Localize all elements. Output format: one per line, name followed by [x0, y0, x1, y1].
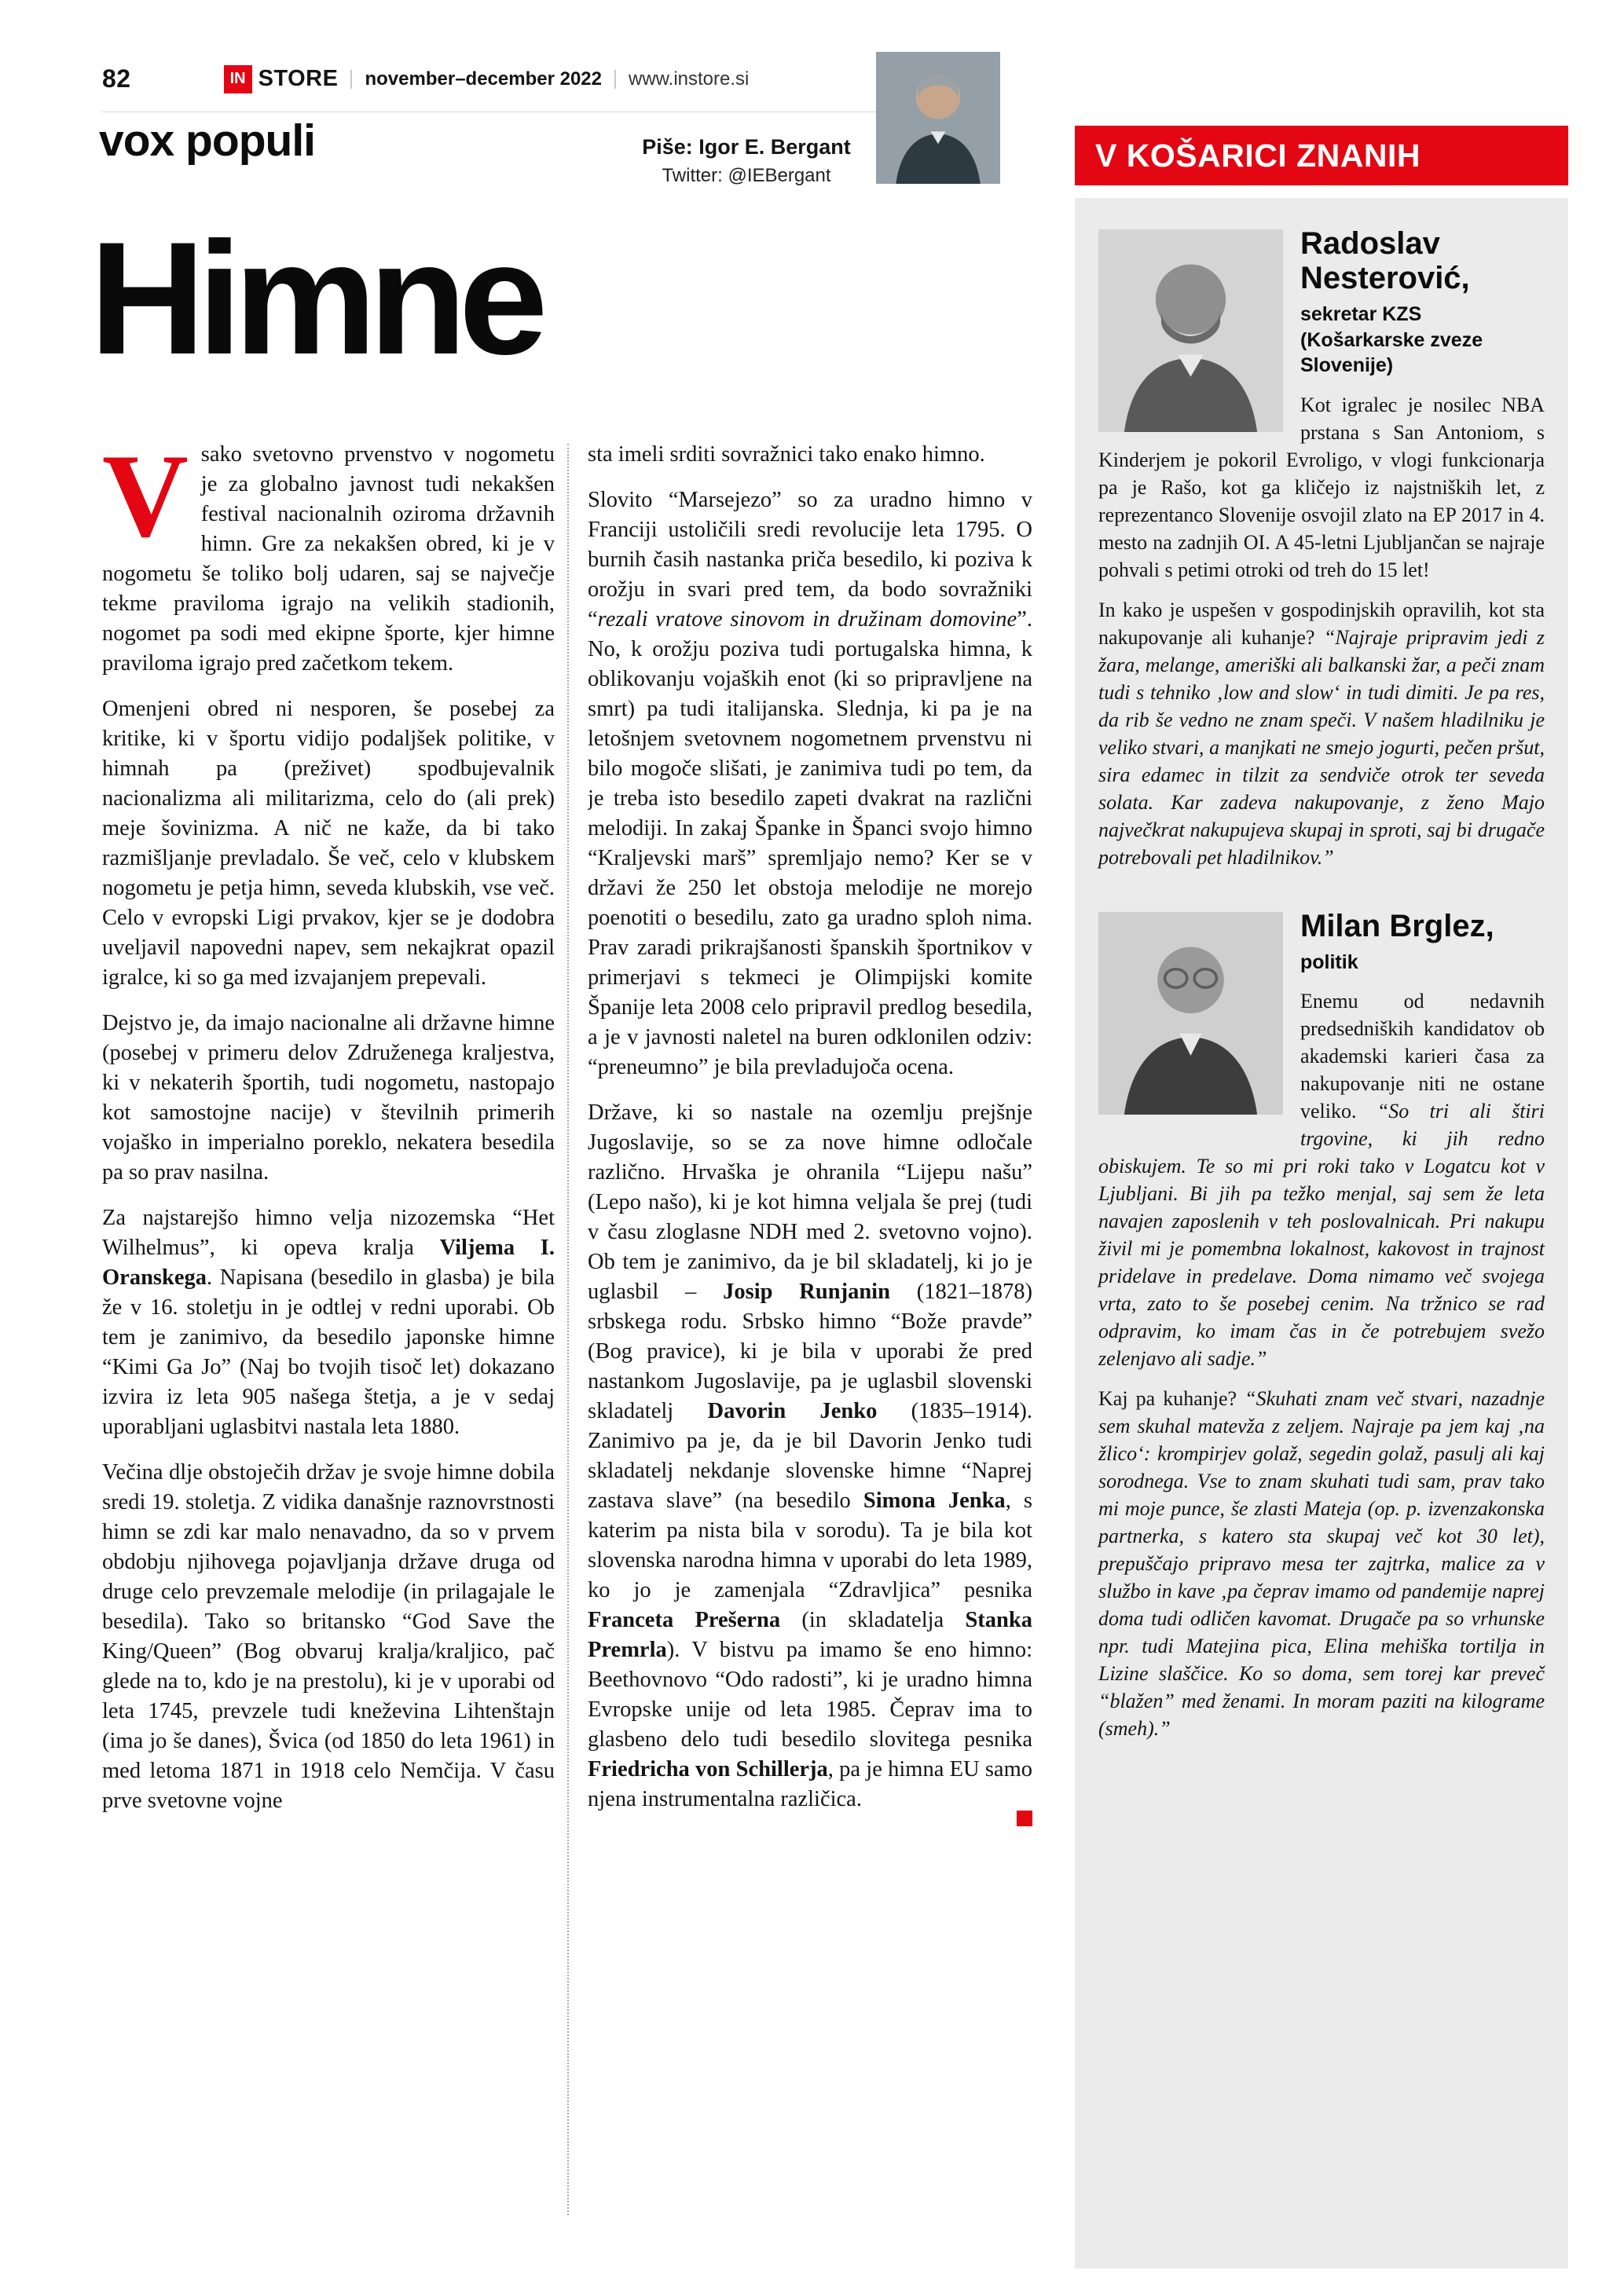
author-photo [876, 52, 1000, 184]
instore-logo-mark: IN [224, 65, 252, 93]
paragraph: Dejstvo je, da imajo nacionalne ali državne himne (posebej v primeru delov Združenega kraljestva, ki v nekaterih športih, tudi nogometu, nastopajo kot samostojne nacije) v številnih primerih vojaško in imperialno poreklo, nekatera besedila pa so prav nasilna. [102, 1011, 555, 1185]
profile-brglez [1098, 909, 1545, 1743]
page-number: 82 [102, 64, 131, 93]
brglez-portrait-silhouette [1098, 912, 1283, 1115]
profile-paragraph: Kaj pa kuhanje? “Skuhati znam več stvari, nazadnje sem skuhal matevža z zeljem. Najraje pa jem kaj ‚na žlico‘: krompirjev golaž, segedin golaž, pasulj ali kaj sorodnega. Vse to znam skuhati tudi sam, prav tako mi moje punce, še zlasti Mateja (op. p. izvenzakonska partnerka, s katero sta skupaj več kot 30 let), prepuščajo pripravo mesa ter zajtrka, malice za v službo in kave ‚pa čeprav imamo od pandemije naprej doma tudi odličen kavomat. Drugače pa so vrhunske npr. tudi Matejina pica, Elina mehiška tortilja in Lizine slaščice. Ko so doma, sem torej kar preveč “blažen” med ženami. In moram paziti na kilograme (smeh).” [1098, 1387, 1545, 1740]
paragraph-text: sako svetovno prvenstvo v nogometu je za globalno javnost tudi nekakšen festival nacionalnih oziroma državnih himn. Gre za nekakšen obred, ki je v nogometu še toliko bolj udaren, saj se največje tekme praviloma igrajo na velikih stadionih, nogomet pa sodi med ekipne športe, kjer himne praviloma igrajo pred začetkom tekem. [102, 442, 555, 676]
article-column-2 [588, 440, 1032, 2254]
sidebar-banner: V KOŠARICI ZNANIH [1075, 126, 1568, 185]
nesterovic-portrait-silhouette [1098, 229, 1283, 432]
nesterovic-photo [1098, 229, 1283, 432]
dropcap: V [102, 440, 189, 562]
profile-nesterovic [1098, 226, 1545, 871]
profile-paragraph: Enemu od nedavnih predsedniških kandidatov ob akademski karieri časa za nakupovanje niti ne ostane veliko. “So tri ali štiri trgovine, ki jih redno obiskujem. Te so mi pri roki tako v Logatcu kot v Ljubljani. Bi jih pa težko menjal, saj sem že leta navajen zaposlenih v teh poslovalnicah. Pri nakupu živil mi je pomembna lokalnost, kakovost in trajnost pridelave in predelave. Doma nimamo več svojega vrta, zato to še posebej cenim. Na tržnico se rad odpravim, ko imam čas in če potrebujem svežo zelenjavo ali sadje.” [1098, 990, 1545, 1370]
header-divider [350, 70, 352, 89]
paragraph: Omenjeni obred ni nesporen, še posebej za kritike, ki v športu vidijo podaljšek politike, v himnah pa (preživet) spodbujevalnik nacionalizma ali militarizma, celo do (ali prek) meje šovinizma. A nič ne kaže, da bi tako razmišljanje prevladalo. Še več, celo v klubskem nogometu je petja himn, seveda klubskih, vse več. Celo v evropski Ligi prvakov, kjer se je dodobra uveljavil napovedni napev, sem nekajkrat opazil igralce, ki so ga med izvajanjem prepevali. [102, 697, 555, 990]
byline-twitter: Twitter: @IEBergant [662, 165, 831, 186]
website-url: www.instore.si [628, 68, 750, 90]
end-mark [1017, 1811, 1032, 1826]
instore-logo-text: STORE [258, 66, 339, 91]
profile-role: politik [1300, 950, 1358, 973]
profile-paragraph: In kako je uspešen v gospodinjskih opravilih, kot sta nakupovanje ali kuhanje? “Najraje pripravim jedi z žara, melange, ameriški ali balkanski žar, a peči znam tudi s tehniko ‚low and slow‘ in tudi dimiti. Je pa res, da rib še vedno ne znam speči. V našem hladilniku je veliko stvari, a manjkati ne smejo jogurti, pečen pršut, sira edamec in tilzit za sendviče otrok ter seveda solata. Kar zadeva nakupovanje, z ženo Majo največkrat nakupujeva skupaj in sproti, saj bi drugače potrebovali pet hladilnikov.” [1098, 598, 1545, 869]
article-column-1 [102, 440, 555, 2254]
column-divider [567, 444, 569, 2215]
paragraph: Slovito “Marsejezo” so za uradno himno v Franciji ustoličili sredi revolucije leta 1795. O burnih časih nastanka priča besedilo, ki poziva k orožju in svari pred tem, da bodo sovražniki “rezali vratove sinovom in družinam domovine”. No, k orožju poziva tudi portugalska himna, k oblikovanju vojaških enot (ki so pripravljene na smrt) pa tudi italijanska. Slednja, ki pa je na letošnjem svetovnem nogometnem prvenstvu ni bilo mogoče slišati, je zanimiva tudi po tem, da je treba isto besedilo zapeti dvakrat na različni melodiji. In zakaj Španke in Španci svojo himno “Kraljevski marš” spremljajo nemo? Ker se v državi že 250 let obstoja melodije ne morejo poenotiti o besedilu, zato ga uradno sploh nima. Prav zaradi prikrajšanosti španskih športnikov v primerjavi s tekmeci je Olimpijski komite Španije leta 2008 celo pripravil predlog besedila, a je v javnosti naletel na buren odklonilen odziv: “preneumno” je bila prevladujoča ocena. [588, 488, 1032, 1079]
instore-logo [224, 65, 339, 93]
profile-name: Milan Brglez, [1300, 908, 1494, 943]
article-title: Himne [90, 209, 541, 388]
sidebar [1075, 198, 1568, 2269]
paragraph [102, 440, 555, 679]
profile-role: sekretar KZS (Košarkarske zveze Slovenije) [1300, 303, 1483, 376]
paragraph: Večina dlje obstoječih držav je svoje himne dobila sredi 19. stoletja. Z vidika današnje raznovrstnosti himn se zdi kar malo nenavadno, da so v prvem obdobju njihovega pojavljanja države druga od druge celo prevzemale melodije (in prilagajale le besedila). Tako so britansko “God Save the King/Queen” (Bog obvaruj kralja/kraljico, pač glede na to, kdo je na prestolu), ki je v uporabi od leta 1745, prevzele tudi kneževina Lihtenštajn (ima jo še danes), Švica (od 1850 do leta 1961) in med letoma 1871 in 1918 celo Nemčija. V času prve svetovne vojne [102, 1460, 555, 1813]
paragraph: Države, ki so nastale na ozemlju prejšnje Jugoslavije, so se za nove himne odločale različno. Hrvaška je ohranila “Lijepu našu” (Lepo našo), ki je kot himna veljala še prej (tudi v času zloglasne NDH med 2. svetovno vojno). Ob tem je zanimivo, da je bil skladatelj, ki jo je uglasbil – Josip Runjanin (1821–1878) srbskega rodu. Srbsko himno “Bože pravde” (Bog pravice), ki je bila v uporabi že pred nastankom Jugoslavije, pa je uglasbil slovenski skladatelj Davorin Jenko (1835–1914). Zanimivo pa je, da je bil Davorin Jenko tudi skladatelj nekdanje slovenske himne “Naprej zastava slave” (na besedilo Simona Jenka, s katerim pa nista bila v sorodu). Ta je bila kot slovenska narodna himna v uporabi do leta 1989, ko jo je zamenjala “Zdravljica” pesnika Franceta Prešerna (in skladatelja Stanka Premrla). V bistvu pa imamo še eno himno: Beethovnovo “Odo radosti”, ki je uradno himna Evropske unije od leta 1985. Čeprav ima to glasbeno delo tudi besedilo slovitega pesnika Friedricha von Schillerja, pa je himna EU samo njena instrumentalna različica. [588, 1100, 1032, 1811]
paragraph: sta imeli srditi sovražnici tako enako himno. [588, 442, 985, 467]
byline [621, 135, 872, 187]
profile-paragraph: Kot igralec je nosilec NBA prstana s San Antoniom, s Kinderjem je pokoril Evroligo, v vlogi funkcionarja pa je Rašo, kot ga kličejo iz najstniških let, z reprezentanco Slovenije osvojil zlato na EP 2017 in 4. mesto na zadnjih OI. A 45-letni Ljubljančan se najraje pohvali s petimi otroki od treh do 15 let! [1098, 393, 1545, 581]
paragraph: Za najstarejšo himno velja nizozemska “Het Wilhelmus”, ki opeva kralja Viljema I. Oranskega. Napisana (besedilo in glasba) je bila že v 16. stoletju in je odtlej v redni uporabi. Ob tem je zanimivo, da besedilo japonske himne “Kimi Ga Jo” (Naj bo tvojih tisoč let) dokazano izvira iz leta 905 našega štetja, a je v sedaj uporabljani uglasbitvi nastala leta 1880. [102, 1206, 555, 1439]
header-divider [614, 70, 616, 89]
section-title: vox populi [99, 115, 315, 166]
author-portrait-silhouette [876, 52, 1000, 184]
issue-date: november–december 2022 [365, 68, 602, 90]
profile-name: Radoslav Nesterović, [1300, 226, 1470, 295]
brglez-photo [1098, 912, 1283, 1115]
byline-author: Piše: Igor E. Bergant [642, 135, 851, 159]
page-header [102, 64, 749, 93]
